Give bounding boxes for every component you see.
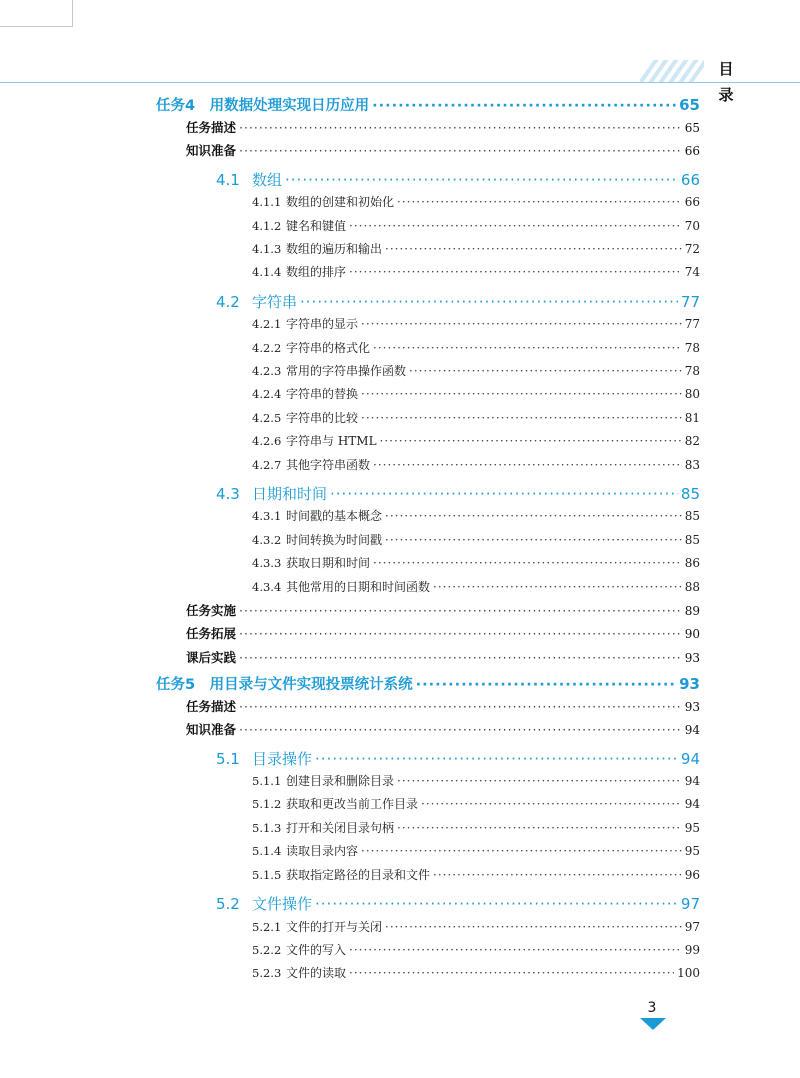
toc-entry-page: 99 bbox=[684, 943, 700, 957]
toc-entry-number: 4.3.3 bbox=[252, 556, 282, 570]
toc-entry-label: 字符串的显示 bbox=[286, 317, 359, 331]
page-number: 3 bbox=[647, 1000, 657, 1016]
toc-entry-label: 其他字符串函数 bbox=[286, 458, 371, 472]
dot-leader bbox=[433, 868, 682, 882]
toc-entry-sub[interactable] bbox=[252, 918, 700, 940]
toc-entry-label: 键名和键值 bbox=[286, 219, 347, 233]
toc-entry-page: 93 bbox=[684, 651, 700, 665]
toc-entry-number: 4.3 bbox=[216, 485, 240, 503]
dot-leader bbox=[361, 387, 682, 401]
dot-leader bbox=[373, 556, 682, 570]
toc-entry-page: 77 bbox=[684, 317, 700, 331]
toc-entry-number: 4.1 bbox=[216, 171, 240, 189]
toc-entry-page: 65 bbox=[684, 121, 700, 135]
toc-entry-page: 66 bbox=[684, 195, 700, 209]
dot-leader bbox=[409, 364, 682, 378]
toc-entry-sub[interactable] bbox=[252, 819, 700, 841]
toc-entry-part[interactable] bbox=[186, 601, 700, 623]
toc-entry-title bbox=[252, 217, 346, 234]
toc-entry-label: 知识准备 bbox=[186, 143, 237, 158]
toc-entry-title bbox=[186, 601, 236, 619]
toc-entry-title bbox=[252, 554, 370, 571]
toc-entry-label: 数组的创建和初始化 bbox=[286, 195, 395, 209]
toc-entry-part[interactable] bbox=[186, 648, 700, 670]
toc-entry-sub[interactable] bbox=[252, 385, 700, 407]
toc-entry-page: 85 bbox=[684, 533, 700, 547]
toc-entry-title bbox=[252, 866, 430, 883]
toc-entry-number: 4.1.3 bbox=[252, 242, 282, 256]
toc-entry-number: 4.2.6 bbox=[252, 434, 282, 448]
toc-entry-sec[interactable] bbox=[216, 483, 700, 507]
dot-leader bbox=[315, 750, 678, 768]
toc-entry-label: 任务4 用数据处理实现日历应用 bbox=[156, 98, 370, 114]
toc-entry-label: 数组的遍历和输出 bbox=[286, 242, 383, 256]
toc-entry-label: 任务描述 bbox=[186, 120, 237, 135]
toc-entry-label: 时间转换为时间戳 bbox=[286, 533, 383, 547]
toc-entry-number: 4.3.4 bbox=[252, 580, 282, 594]
toc-entry-page: 97 bbox=[680, 895, 700, 913]
toc-entry-title bbox=[252, 918, 382, 935]
toc-entry-sub[interactable] bbox=[252, 315, 700, 337]
dot-leader bbox=[239, 603, 682, 618]
toc-entry-page: 94 bbox=[680, 750, 700, 768]
toc-entry-label: 任务实施 bbox=[186, 603, 237, 618]
toc-entry-page: 95 bbox=[684, 844, 700, 858]
toc-entry-page: 90 bbox=[684, 627, 700, 641]
toc-entry-title bbox=[186, 118, 236, 136]
toc-entry-label: 其他常用的日期和时间函数 bbox=[286, 580, 431, 594]
toc-entry-label: 数组 bbox=[252, 171, 283, 189]
toc-entry-page: 78 bbox=[684, 341, 700, 355]
toc-entry-title bbox=[252, 315, 358, 332]
toc-entry-title bbox=[252, 263, 346, 280]
dot-leader bbox=[385, 533, 682, 547]
toc-entry-page: 93 bbox=[679, 675, 700, 693]
toc-entry-label: 知识准备 bbox=[186, 722, 237, 737]
toc-entry-label: 数组的排序 bbox=[286, 265, 347, 279]
dot-leader bbox=[300, 293, 678, 311]
toc-entry-sub[interactable] bbox=[252, 240, 700, 262]
toc-entry-number: 4.2.5 bbox=[252, 411, 282, 425]
dot-leader bbox=[285, 171, 678, 189]
toc-entry-number: 5.1.1 bbox=[252, 774, 282, 788]
toc-entry-title bbox=[252, 964, 346, 981]
toc-entry-sub[interactable] bbox=[252, 263, 700, 285]
dot-leader bbox=[349, 966, 674, 980]
toc-entry-page: 83 bbox=[684, 458, 700, 472]
toc-entry-page: 85 bbox=[684, 509, 700, 523]
toc-entry-number: 5.2.3 bbox=[252, 966, 282, 980]
dot-leader bbox=[349, 943, 682, 957]
toc-entry-title bbox=[156, 94, 369, 115]
toc-entry-page: 66 bbox=[684, 144, 700, 158]
toc-entry-part[interactable] bbox=[186, 624, 700, 646]
toc-entry-sub[interactable] bbox=[252, 432, 700, 454]
toc-entry-page: 86 bbox=[684, 556, 700, 570]
toc-entry-number: 5.2.1 bbox=[252, 920, 282, 934]
toc-entry-label: 获取日期和时间 bbox=[286, 556, 371, 570]
toc-entry-title bbox=[216, 291, 297, 312]
toc-entry-number: 5.1.2 bbox=[252, 797, 282, 811]
toc-entry-label: 目录操作 bbox=[252, 750, 313, 768]
toc-entry-number: 4.2.2 bbox=[252, 341, 282, 355]
dot-leader bbox=[385, 509, 682, 523]
toc-entry-title bbox=[252, 339, 370, 356]
toc-entry-sub[interactable] bbox=[252, 941, 700, 963]
toc-entry-page: 77 bbox=[680, 293, 700, 311]
toc-entry-page: 74 bbox=[684, 265, 700, 279]
page-corner-mark bbox=[0, 0, 73, 27]
toc-entry-sub[interactable] bbox=[252, 578, 700, 600]
toc-entry-number: 5.1 bbox=[216, 750, 240, 768]
toc-entry-sub[interactable] bbox=[252, 866, 700, 888]
toc-entry-page: 81 bbox=[684, 411, 700, 425]
toc-entry-number: 4.2.7 bbox=[252, 458, 282, 472]
toc-entry-page: 94 bbox=[684, 723, 700, 737]
toc-entry-sub[interactable] bbox=[252, 339, 700, 361]
toc-entry-label: 文件操作 bbox=[252, 895, 313, 913]
toc-entry-sub[interactable] bbox=[252, 507, 700, 529]
toc-entry-label: 创建目录和删除目录 bbox=[286, 774, 395, 788]
toc-entry-page: 70 bbox=[684, 219, 700, 233]
dot-leader bbox=[349, 265, 682, 279]
toc-entry-title bbox=[216, 483, 327, 504]
toc-entry-title bbox=[252, 941, 346, 958]
dot-leader bbox=[397, 821, 682, 835]
toc-entry-page: 85 bbox=[680, 485, 700, 503]
dot-leader bbox=[373, 458, 682, 472]
toc-entry-number: 4.3.2 bbox=[252, 533, 282, 547]
toc-entry-number: 4.1.1 bbox=[252, 195, 282, 209]
toc-entry-sub[interactable] bbox=[252, 772, 700, 794]
toc-entry-page: 66 bbox=[680, 171, 700, 189]
toc-entry-page: 88 bbox=[684, 580, 700, 594]
toc-entry-task[interactable] bbox=[156, 94, 700, 116]
dot-leader bbox=[239, 120, 682, 135]
toc-entry-page: 94 bbox=[684, 797, 700, 811]
toc-entry-number: 4.2 bbox=[216, 293, 240, 311]
toc-entry-task[interactable] bbox=[156, 673, 700, 695]
toc-entry-title bbox=[186, 720, 236, 738]
toc-entry-number: 4.2.3 bbox=[252, 364, 282, 378]
toc-entry-page: 94 bbox=[684, 774, 700, 788]
toc-entry-page: 65 bbox=[679, 96, 700, 114]
toc-entry-label: 常用的字符串操作函数 bbox=[286, 364, 407, 378]
toc-entry-page: 95 bbox=[684, 821, 700, 835]
toc-entry-sub[interactable] bbox=[252, 531, 700, 553]
toc-entry-part[interactable] bbox=[186, 697, 700, 719]
toc-entry-label: 字符串的比较 bbox=[286, 411, 359, 425]
dot-leader bbox=[372, 98, 676, 114]
toc-entry-page: 100 bbox=[677, 966, 700, 980]
dot-leader bbox=[239, 143, 682, 158]
toc-entry-sub[interactable] bbox=[252, 193, 700, 215]
toc-entry-page: 80 bbox=[684, 387, 700, 401]
toc-entry-title bbox=[216, 748, 312, 769]
toc-entry-sec[interactable] bbox=[216, 169, 700, 193]
toc-entry-sec[interactable] bbox=[216, 748, 700, 772]
toc-entry-title bbox=[186, 697, 236, 715]
toc-entry-sub[interactable] bbox=[252, 362, 700, 384]
toc-entry-title bbox=[252, 795, 418, 812]
toc-entry-title bbox=[252, 240, 382, 257]
toc-entry-title bbox=[252, 362, 406, 379]
dot-leader bbox=[433, 580, 682, 594]
header-stripe-decoration bbox=[640, 60, 704, 82]
toc-entry-number: 4.3.1 bbox=[252, 509, 282, 523]
toc-entry-label: 字符串 bbox=[252, 293, 298, 311]
toc-entry-title bbox=[252, 819, 394, 836]
toc-entry-number: 4.1.4 bbox=[252, 265, 282, 279]
toc-entry-label: 时间戳的基本概念 bbox=[286, 509, 383, 523]
toc-entry-page: 97 bbox=[684, 920, 700, 934]
toc-entry-page: 96 bbox=[684, 868, 700, 882]
dot-leader bbox=[239, 699, 682, 714]
toc-entry-sub[interactable] bbox=[252, 217, 700, 239]
toc-entry-title bbox=[186, 141, 236, 159]
toc-entry-label: 读取目录内容 bbox=[286, 844, 359, 858]
dot-leader bbox=[239, 626, 682, 641]
toc-entry-number: 5.1.3 bbox=[252, 821, 282, 835]
toc-entry-title bbox=[252, 531, 382, 548]
running-header bbox=[0, 56, 800, 104]
toc-entry-title bbox=[252, 842, 358, 859]
toc-entry-sub[interactable] bbox=[252, 409, 700, 431]
toc-entry-label: 字符串的替换 bbox=[286, 387, 359, 401]
toc-entry-label: 文件的读取 bbox=[286, 966, 347, 980]
toc-entry-number: 5.2.2 bbox=[252, 943, 282, 957]
dot-leader bbox=[349, 219, 682, 233]
toc-entry-title bbox=[252, 193, 394, 210]
toc-entry-sec[interactable] bbox=[216, 291, 700, 315]
header-rule bbox=[0, 82, 800, 83]
toc-entry-title bbox=[252, 409, 358, 426]
toc-entry-title bbox=[156, 673, 413, 694]
page-triangle-icon bbox=[640, 1018, 666, 1030]
toc-entry-sub[interactable] bbox=[252, 554, 700, 576]
toc-entry-title bbox=[216, 893, 312, 914]
toc-entry-sub[interactable] bbox=[252, 456, 700, 478]
toc-entry-label: 字符串的格式化 bbox=[286, 341, 371, 355]
toc-entry-title bbox=[252, 578, 430, 595]
toc-entry-label: 任务5 用目录与文件实现投票统计系统 bbox=[156, 677, 413, 693]
toc-entry-sub[interactable] bbox=[252, 964, 700, 986]
toc-entry-sec[interactable] bbox=[216, 893, 700, 917]
dot-leader bbox=[385, 242, 682, 256]
toc-entry-page: 93 bbox=[684, 700, 700, 714]
toc-entry-number: 5.2 bbox=[216, 895, 240, 913]
toc-entry-title bbox=[252, 772, 394, 789]
toc-entry-title bbox=[186, 648, 236, 666]
toc-entry-number: 4.1.2 bbox=[252, 219, 282, 233]
dot-leader bbox=[380, 434, 682, 448]
dot-leader bbox=[397, 774, 682, 788]
dot-leader bbox=[315, 895, 678, 913]
dot-leader bbox=[385, 920, 682, 934]
dot-leader bbox=[421, 797, 682, 811]
toc-entry-title bbox=[186, 624, 236, 642]
toc-entry-page: 89 bbox=[684, 604, 700, 618]
dot-leader bbox=[397, 195, 682, 209]
dot-leader bbox=[361, 411, 682, 425]
toc-entry-part[interactable] bbox=[186, 720, 700, 742]
toc-entry-label: 字符串与 HTML bbox=[286, 434, 377, 448]
toc-entry-label: 日期和时间 bbox=[252, 485, 328, 503]
dot-leader bbox=[361, 844, 682, 858]
toc-entry-label: 文件的打开与关闭 bbox=[286, 920, 383, 934]
toc-entry-sub[interactable] bbox=[252, 842, 700, 864]
toc-entry-part[interactable] bbox=[186, 118, 700, 140]
toc-entry-page: 82 bbox=[684, 434, 700, 448]
toc-entry-number: 4.2.1 bbox=[252, 317, 282, 331]
header-title: 目 录 bbox=[718, 60, 742, 104]
toc-entry-label: 文件的写入 bbox=[286, 943, 347, 957]
toc-entry-page: 78 bbox=[684, 364, 700, 378]
toc-entry-title bbox=[252, 456, 370, 473]
dot-leader bbox=[239, 722, 682, 737]
toc-entry-title bbox=[252, 385, 358, 402]
toc-entry-label: 任务描述 bbox=[186, 699, 237, 714]
toc-entry-label: 任务拓展 bbox=[186, 626, 237, 641]
dot-leader bbox=[239, 650, 682, 665]
toc-entry-label: 课后实践 bbox=[186, 650, 237, 665]
toc-entry-number: 5.1.5 bbox=[252, 868, 282, 882]
toc-entry-label: 获取指定路径的目录和文件 bbox=[286, 868, 431, 882]
toc-entry-number: 4.2.4 bbox=[252, 387, 282, 401]
dot-leader bbox=[330, 485, 678, 503]
toc-entry-title bbox=[252, 432, 377, 449]
toc-entry-number: 5.1.4 bbox=[252, 844, 282, 858]
toc-entry-sub[interactable] bbox=[252, 795, 700, 817]
toc-entry-label: 获取和更改当前工作目录 bbox=[286, 797, 419, 811]
toc-entry-title bbox=[216, 169, 282, 190]
toc-entry-part[interactable] bbox=[186, 141, 700, 163]
dot-leader bbox=[361, 317, 682, 331]
toc-entry-title bbox=[252, 507, 382, 524]
dot-leader bbox=[416, 677, 677, 693]
toc-entry-page: 72 bbox=[684, 242, 700, 256]
dot-leader bbox=[373, 341, 682, 355]
toc-entry-label: 打开和关闭目录句柄 bbox=[286, 821, 395, 835]
